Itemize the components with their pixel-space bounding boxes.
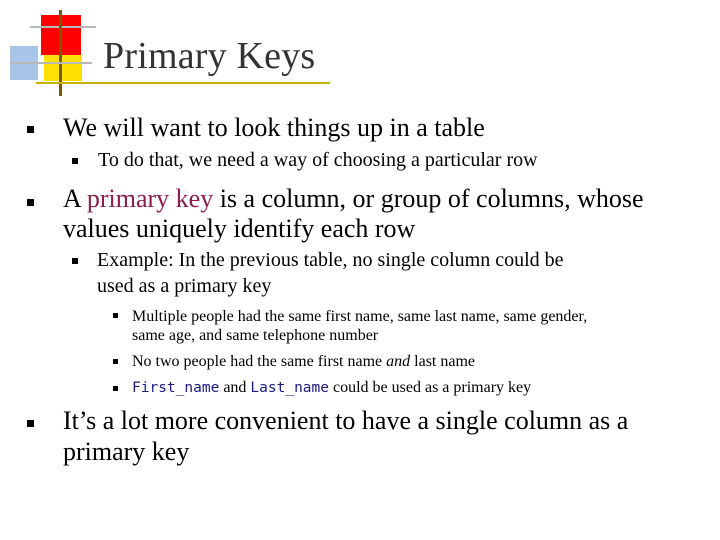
- code-term: Last_name: [250, 380, 329, 396]
- primary-key-term: primary key: [86, 184, 214, 213]
- sub-sub-bullet-text: [132, 378, 531, 398]
- sub-bullet-text: To do that, we need a way of choosing a particular row: [98, 149, 538, 171]
- text-run: is a column, or group of columns, whose: [213, 184, 644, 213]
- sub-sub-bullet-text: [132, 352, 475, 371]
- bullet-marker: [27, 126, 34, 133]
- slide-logo-graphic: [0, 0, 110, 100]
- bullet-text: We will want to look things up in a table: [63, 113, 485, 142]
- text-run: No two people had the same first name: [132, 353, 387, 370]
- bullet-marker: [27, 199, 34, 206]
- title-underline: [36, 82, 330, 84]
- slide-title: Primary Keys: [103, 35, 316, 77]
- sub-sub-bullet-marker: [113, 386, 118, 391]
- text-run: last name: [410, 353, 476, 370]
- bullet-text-continued: primary key: [63, 437, 190, 466]
- code-term: First_name: [132, 380, 220, 396]
- emphasis-text: and: [386, 353, 411, 370]
- sub-bullet-marker: [72, 258, 78, 264]
- bullet-text: It’s a lot more convenient to have a single column as a: [63, 406, 629, 435]
- sub-sub-bullet-text: Multiple people had the same first name, same last name, same gender,: [132, 308, 588, 325]
- sub-bullet-text: Example: In the previous table, no single column could be: [97, 249, 564, 271]
- text-run: A: [63, 184, 87, 213]
- bullet-text-continued: values uniquely identify each row: [63, 214, 416, 243]
- sub-bullet-text-continued: used as a primary key: [97, 275, 272, 297]
- text-run: and: [219, 379, 251, 396]
- text-run: could be used as a primary key: [329, 379, 532, 396]
- sub-sub-bullet-text-continued: same age, and same telephone number: [132, 327, 379, 344]
- bullet-text: [63, 183, 644, 214]
- sub-bullet-marker: [72, 158, 78, 164]
- bullet-marker: [27, 420, 34, 427]
- sub-sub-bullet-marker: [113, 313, 118, 318]
- sub-sub-bullet-marker: [113, 359, 118, 364]
